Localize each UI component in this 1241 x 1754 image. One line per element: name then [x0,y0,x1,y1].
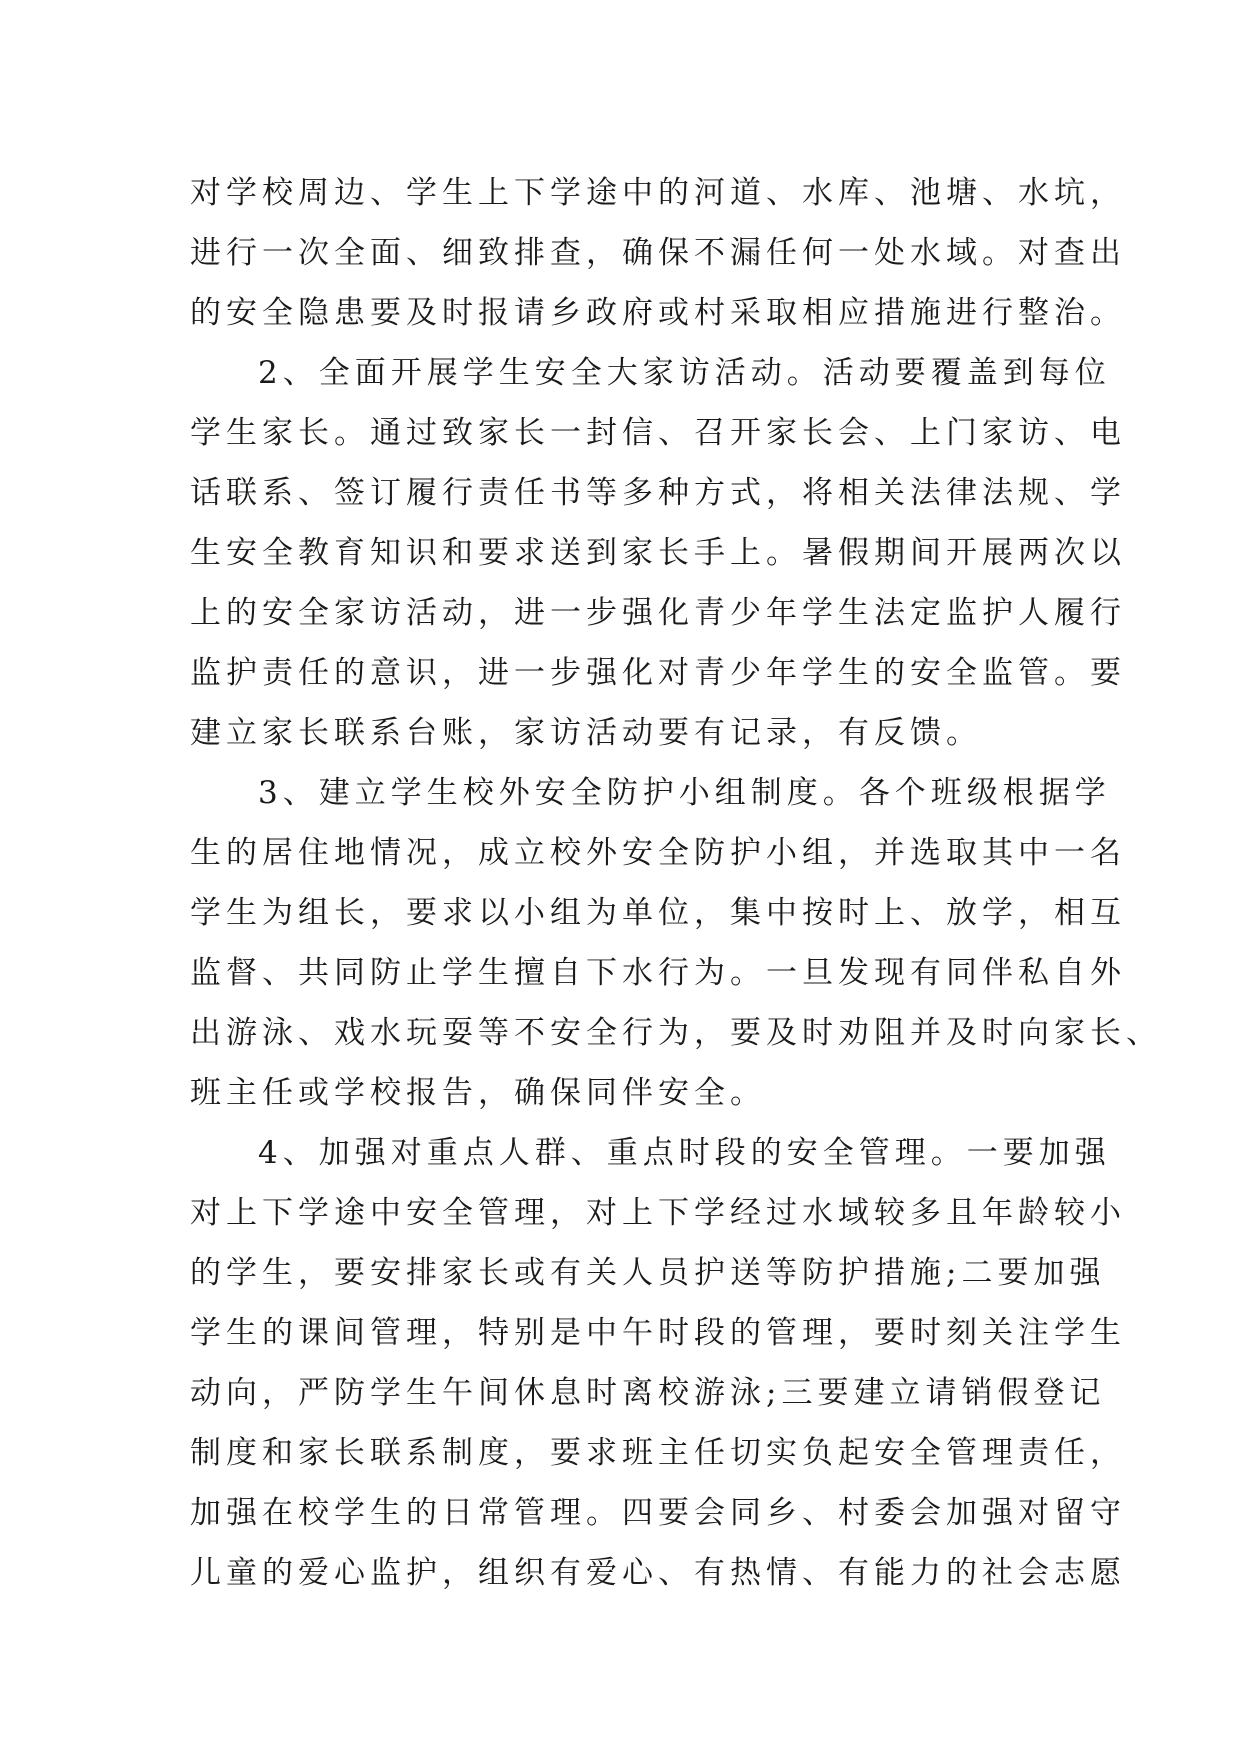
text-line: 的安全隐患要及时报请乡政府或村采取相应措施进行整治。 [190,295,1126,331]
text-line: 学生家长。通过致家长一封信、召开家长会、上门家访、电 [190,415,1126,451]
text-line: 生的居住地情况，成立校外安全防护小组，并选取其中一名 [190,835,1126,871]
text-line: 出游泳、戏水玩耍等不安全行为，要及时劝阻并及时向家长、 [190,1015,1162,1051]
text-line: 对学校周边、学生上下学途中的河道、水库、池塘、水坑， [190,175,1126,211]
text-line: 加强在校学生的日常管理。四要会同乡、村委会加强对留守 [190,1495,1126,1531]
text-line: 上的安全家访活动，进一步强化青少年学生法定监护人履行 [190,595,1126,631]
text-line: 学生的课间管理，特别是中午时段的管理，要时刻关注学生 [190,1315,1126,1351]
body-text [190,163,1162,1603]
text-line: 动向，严防学生午间休息时离校游泳;三要建立请销假登记 [190,1375,1106,1411]
text-line: 话联系、签订履行责任书等多种方式，将相关法律法规、学 [190,475,1126,511]
text-line: 进行一次全面、细致排查，确保不漏任何一处水域。对查出 [190,235,1126,271]
paragraph-3-first-line: 3、建立学生校外安全防护小组制度。各个班级根据学 [258,775,1111,811]
text-line: 儿童的爱心监护，组织有爱心、有热情、有能力的社会志愿 [190,1555,1126,1591]
text-line: 对上下学途中安全管理，对上下学经过水域较多且年龄较小 [190,1195,1126,1231]
text-line: 班主任或学校报告，确保同伴安全。 [190,1075,766,1111]
paragraph-2-first-line: 2、全面开展学生安全大家访活动。活动要覆盖到每位 [258,355,1111,391]
text-line: 监督、共同防止学生擅自下水行为。一旦发现有同伴私自外 [190,955,1126,991]
paragraph-4-first-line: 4、加强对重点人群、重点时段的安全管理。一要加强 [258,1135,1111,1171]
text-line: 建立家长联系台账，家访活动要有记录，有反馈。 [190,715,982,751]
text-line: 的学生，要安排家长或有关人员护送等防护措施;二要加强 [190,1255,1106,1291]
text-line: 学生为组长，要求以小组为单位，集中按时上、放学，相互 [190,895,1126,931]
text-line: 制度和家长联系制度，要求班主任切实负起安全管理责任， [190,1435,1126,1471]
text-line: 生安全教育知识和要求送到家长手上。暑假期间开展两次以 [190,535,1126,571]
text-line: 监护责任的意识，进一步强化对青少年学生的安全监管。要 [190,655,1126,691]
